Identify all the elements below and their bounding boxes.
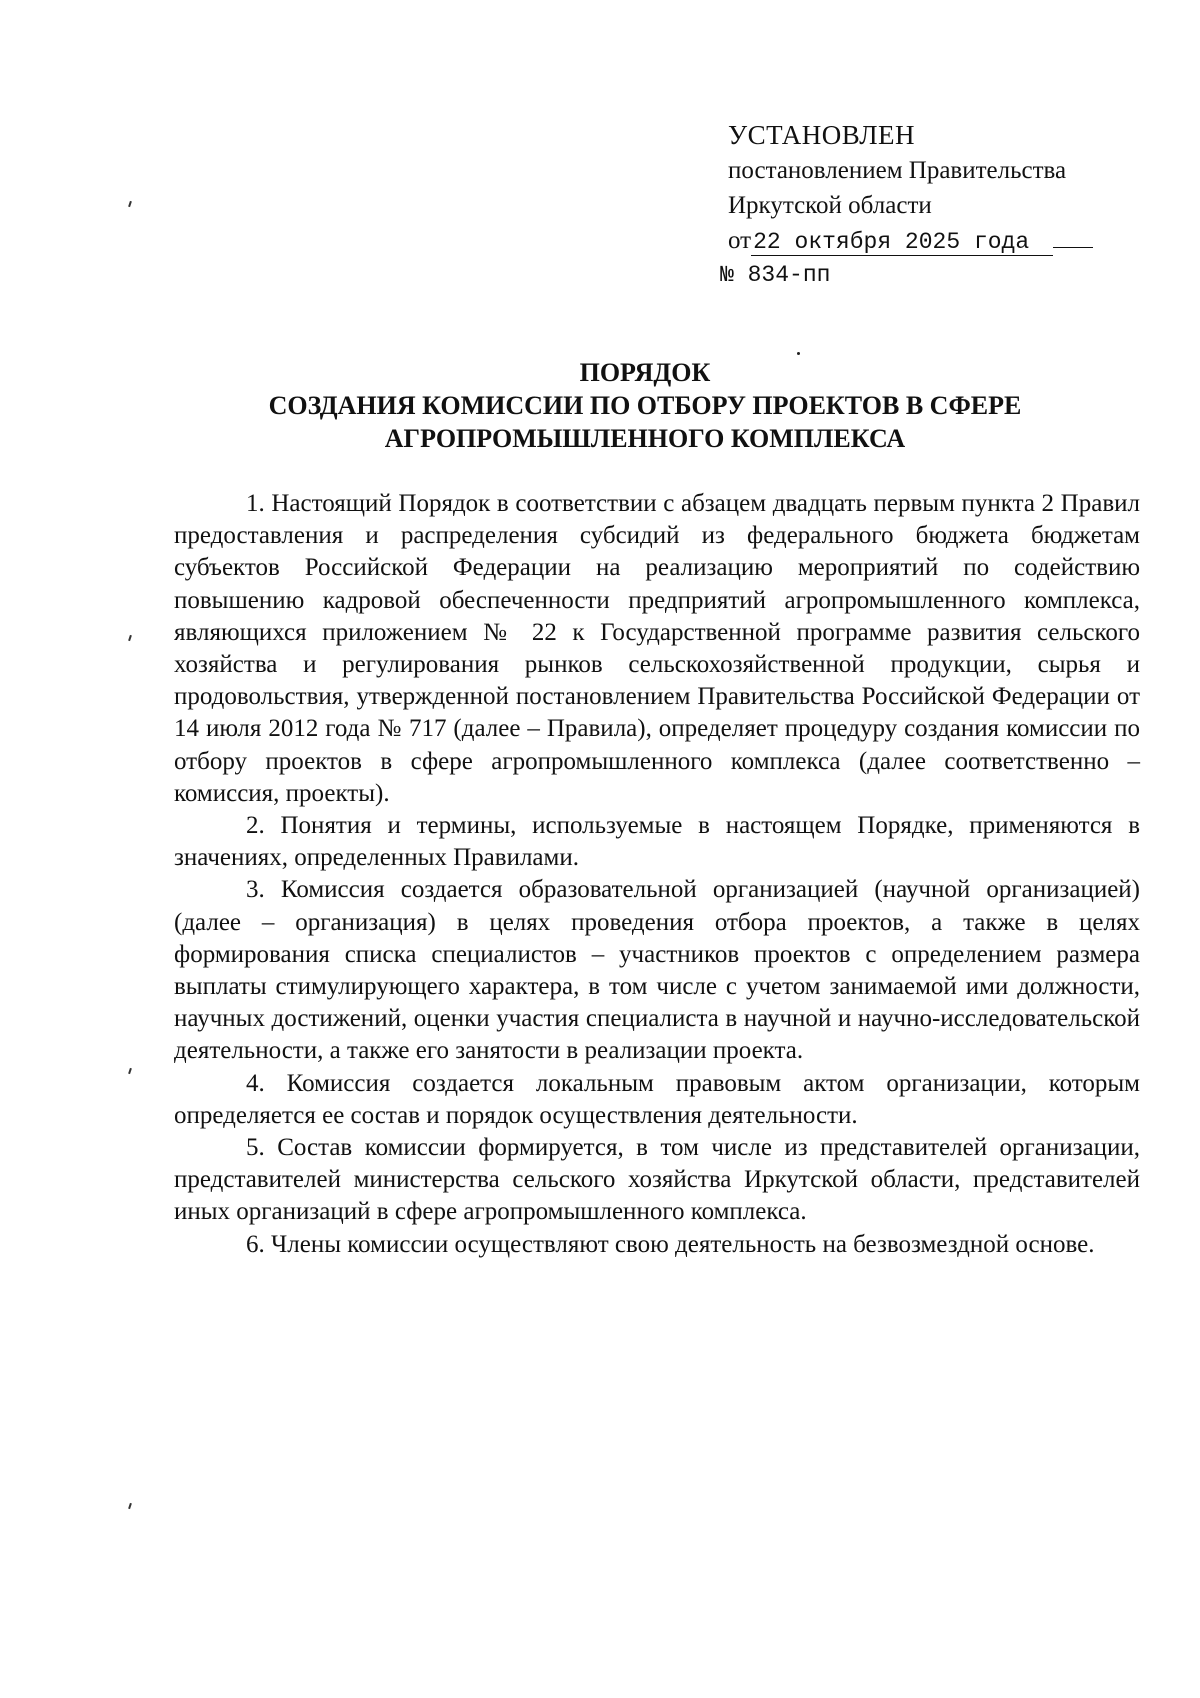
title-line-3: АГРОПРОМЫШЛЕННОГО КОМПЛЕКСА — [384, 424, 906, 453]
paragraph-4: 4. Комиссия создается локальным правовым актом организации, которым определяется ее состав и порядок осуществления деятельности. — [174, 1069, 1140, 1129]
paragraph-3: 3. Комиссия создается образовательной организацией (научной организацией) (далее – организация) в целях проведения отбора проектов, а также в целях формирования списка специалистов – участников проектов с определением размера выплаты стимулирующего характера, в том числе с учетом занимаемой ими должности, научных достижений, оценки участия специалиста в научной и научно-исследовательской деятельности, а также его занятости в реализации проекта. — [174, 876, 1140, 1065]
approval-date-line — [728, 223, 1128, 258]
approval-date-underline — [1053, 225, 1093, 248]
paragraph-2: 2. Понятия и термины, используемые в настоящем Порядке, применяются в значениях, определенных Правилами. — [174, 812, 1140, 872]
document-title — [160, 356, 1130, 455]
title-line-1: ПОРЯДОК — [579, 358, 711, 387]
approval-heading: УСТАНОВЛЕН — [728, 120, 916, 150]
scan-mark — [128, 1068, 132, 1074]
approval-date-prefix: от — [728, 227, 752, 254]
approval-authority: постановлением Правительства — [728, 157, 1067, 184]
scan-mark — [128, 201, 132, 207]
scan-mark — [128, 635, 132, 641]
scan-mark — [128, 1503, 132, 1509]
document-body — [174, 488, 1140, 1261]
title-line-2: СОЗДАНИЯ КОМИССИИ ПО ОТБОРУ ПРОЕКТОВ В СФЕРЕ — [268, 391, 1022, 420]
approval-stamp — [720, 118, 1128, 293]
approval-region: Иркутской области — [728, 192, 932, 219]
approval-number: № 834-пп — [720, 262, 831, 288]
paragraph-6: 6. Члены комиссии осуществляют свою деятельность на безвозмездной основе. — [246, 1230, 1095, 1258]
approval-date-value: 22 октября 2025 года — [751, 229, 1053, 256]
paragraph-1: 1. Настоящий Порядок в соответствии с абзацем двадцать первым пункта 2 Правил предоставления и распределения субсидий из федерального бюджета бюджетам субъектов Российской Федерации на реализацию мероприятий по содействию повышению кадровой обеспеченности предприятий агропромышленного комплекса, являющихся приложением № 22 к Государственной программе развития сельского хозяйства и регулирования рынков сельскохозяйственной продукции, сырья и продовольствия, утвержденной постановлением Правительства Российской Федерации от 14 июля 2012 года № 717 (далее – Правила), определяет процедуру создания комиссии по отбору проектов в сфере агропромышленного комплекса (далее соответственно – комиссия, проекты). — [174, 490, 1140, 807]
paragraph-5: 5. Состав комиссии формируется, в том числе из представителей организации, представителей министерства сельского хозяйства Иркутской области, представителей иных организаций в сфере агропромышленного комплекса. — [174, 1134, 1140, 1226]
scan-dot — [797, 352, 800, 355]
